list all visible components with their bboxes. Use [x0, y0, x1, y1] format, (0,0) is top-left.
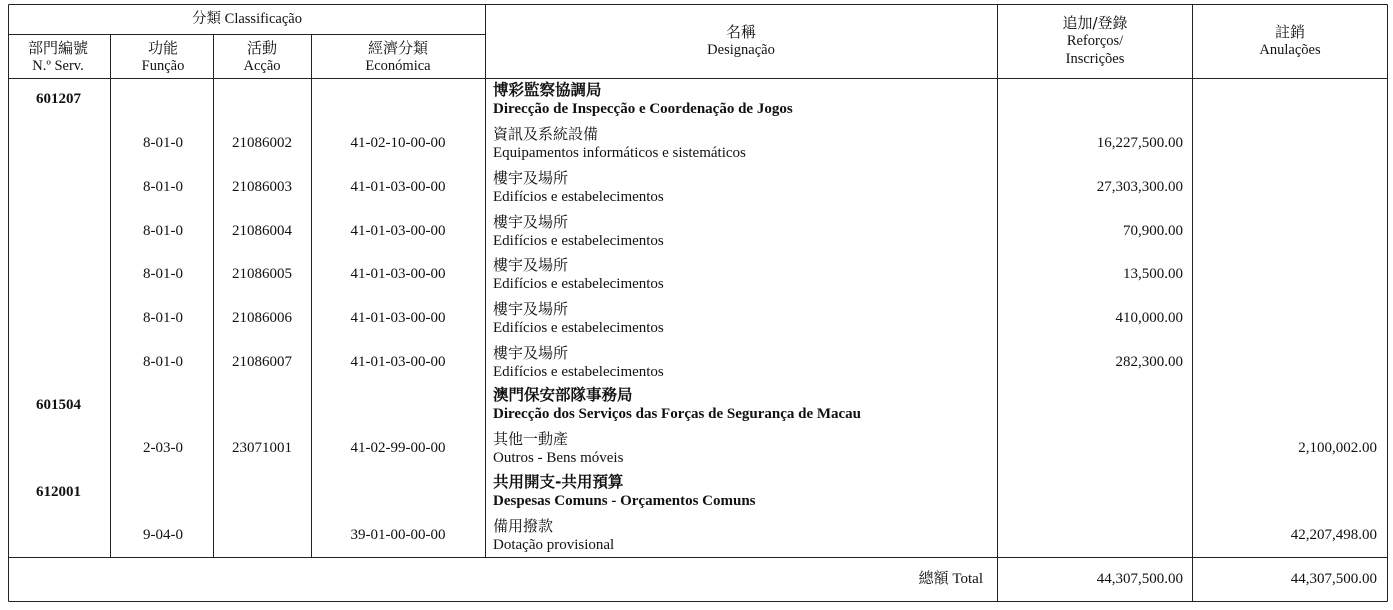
cancellation-header-pt: Anulações: [1259, 42, 1321, 58]
service-number: 601504: [36, 397, 81, 413]
economic-header-zh: 經濟分類: [367, 39, 429, 57]
service-header-zh: 部門編號: [27, 39, 89, 57]
item-name-pt: Edifícios e estabelecimentos: [493, 233, 664, 249]
item-name-zh: 其他一動產: [493, 430, 569, 448]
item-name-pt: Edifícios e estabelecimentos: [493, 364, 664, 380]
function-header-pt: Função: [141, 58, 185, 74]
service-header-pt: N.º Serv.: [32, 58, 84, 74]
function-code: 9-04-0: [143, 527, 183, 543]
item-name-pt: Dotação provisional: [493, 537, 615, 553]
item-name-pt: Edifícios e estabelecimentos: [493, 276, 664, 292]
economic-code: 41-01-03-00-00: [350, 223, 446, 239]
action-header-zh: 活動: [246, 39, 278, 57]
reinforcement-amount: 282,300.00: [1115, 354, 1183, 370]
service-name-zh: 澳門保安部隊事務局: [493, 386, 633, 404]
item-name-zh: 樓宇及場所: [493, 344, 569, 362]
economic-code: 41-01-03-00-00: [350, 354, 446, 370]
reinforcement-amount: 410,000.00: [1115, 310, 1183, 326]
function-code: 8-01-0: [143, 179, 183, 195]
item-name-pt: Edifícios e estabelecimentos: [493, 320, 664, 336]
service-number: 612001: [36, 484, 81, 500]
function-code: 8-01-0: [143, 266, 183, 282]
item-name-zh: 備用撥款: [493, 517, 554, 535]
total-label: 總額 Total: [918, 571, 983, 587]
service-name-pt: Direcção de Inspecção e Coordenação de Jogos: [493, 101, 793, 117]
economic-code: 41-01-03-00-00: [350, 266, 446, 282]
economic-code: 41-02-10-00-00: [350, 135, 446, 151]
designation-header-zh: 名稱: [725, 23, 757, 41]
cancellation-amount: 2,100,002.00: [1298, 440, 1377, 456]
economic-header-pt: Económica: [365, 58, 431, 74]
action-code: 21086003: [232, 179, 292, 195]
action-header-pt: Acção: [243, 58, 281, 74]
total-reinforcement: 44,307,500.00: [1096, 571, 1183, 587]
function-code: 8-01-0: [143, 223, 183, 239]
cancellation-amount: 42,207,498.00: [1290, 527, 1377, 543]
designation-header-pt: Designação: [707, 42, 775, 58]
item-name-pt: Outros - Bens móveis: [493, 450, 624, 466]
reinforcement-header-pt2: Inscrições: [1065, 51, 1125, 67]
action-code: 21086004: [232, 223, 292, 239]
reinforcement-header-zh: 追加/登錄: [1062, 14, 1128, 32]
economic-code: 41-01-03-00-00: [350, 310, 446, 326]
function-code: 8-01-0: [143, 310, 183, 326]
item-name-pt: Equipamentos informáticos e sistemáticos: [493, 145, 746, 161]
action-code: 21086005: [232, 266, 292, 282]
reinforcement-amount: 70,900.00: [1123, 223, 1183, 239]
service-name-pt: Direcção dos Serviços das Forças de Segurança de Macau: [493, 406, 862, 422]
service-number: 601207: [36, 91, 81, 107]
function-code: 2-03-0: [143, 440, 183, 456]
service-name-zh: 共用開支-共用預算: [493, 473, 624, 491]
economic-code: 41-01-03-00-00: [350, 179, 446, 195]
function-header-zh: 功能: [147, 39, 179, 57]
economic-code: 39-01-00-00-00: [350, 527, 446, 543]
item-name-zh: 樓宇及場所: [493, 213, 569, 231]
item-name-zh: 樓宇及場所: [493, 256, 569, 274]
reinforcement-amount: 27,303,300.00: [1096, 179, 1183, 195]
function-code: 8-01-0: [143, 354, 183, 370]
item-name-pt: Edifícios e estabelecimentos: [493, 189, 664, 205]
service-name-pt: Despesas Comuns - Orçamentos Comuns: [493, 493, 756, 509]
cancellation-header-zh: 註銷: [1274, 23, 1306, 41]
total-cancellation: 44,307,500.00: [1290, 571, 1377, 587]
reinforcement-header-pt1: Reforços/: [1066, 33, 1124, 49]
action-code: 21086002: [232, 135, 292, 151]
action-code: 21086007: [232, 354, 292, 370]
item-name-zh: 資訊及系統設備: [493, 125, 599, 143]
economic-code: 41-02-99-00-00: [350, 440, 446, 456]
action-code: 21086006: [232, 310, 292, 326]
item-name-zh: 樓宇及場所: [493, 169, 569, 187]
classification-header: 分類 Classificação: [192, 11, 302, 27]
function-code: 8-01-0: [143, 135, 183, 151]
item-name-zh: 樓宇及場所: [493, 300, 569, 318]
reinforcement-amount: 16,227,500.00: [1096, 135, 1183, 151]
action-code: 23071001: [232, 440, 292, 456]
reinforcement-amount: 13,500.00: [1123, 266, 1183, 282]
service-name-zh: 博彩監察協調局: [493, 81, 602, 99]
